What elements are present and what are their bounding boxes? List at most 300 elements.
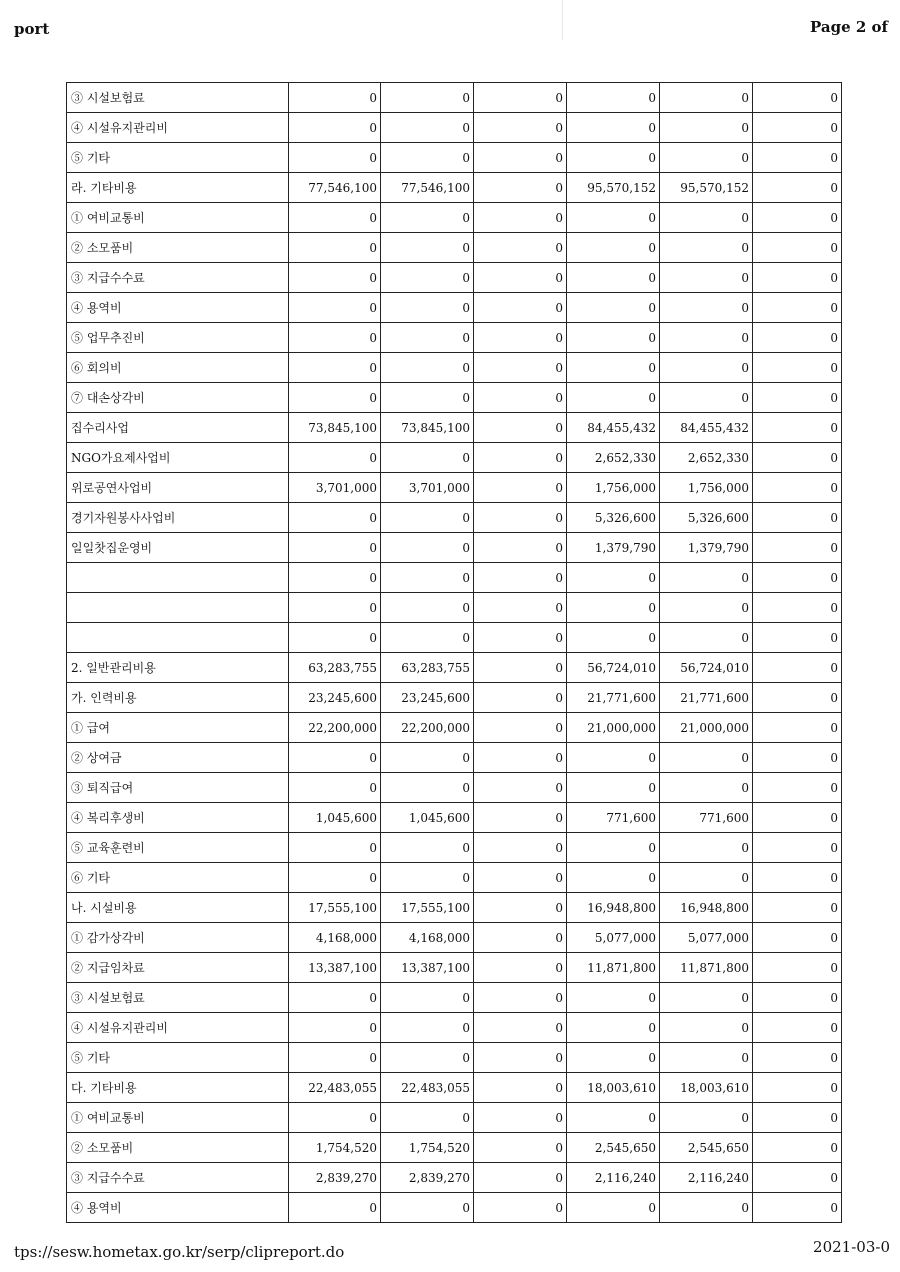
value-cell: 0	[289, 233, 381, 263]
table-row	[67, 893, 842, 923]
value-cell: 56,724,010	[660, 653, 753, 683]
value-cell: 0	[381, 743, 474, 773]
row-label-cell: ④ 용역비	[67, 1193, 289, 1223]
value-cell: 0	[474, 953, 567, 983]
value-cell: 0	[381, 773, 474, 803]
value-cell: 0	[474, 1133, 567, 1163]
table-row	[67, 503, 842, 533]
value-cell: 0	[289, 743, 381, 773]
table-row	[67, 773, 842, 803]
value-cell: 5,077,000	[660, 923, 753, 953]
value-cell: 2,545,650	[567, 1133, 660, 1163]
table-row	[67, 953, 842, 983]
value-cell: 0	[474, 863, 567, 893]
row-label-cell	[67, 593, 289, 623]
value-cell: 1,045,600	[289, 803, 381, 833]
value-cell: 0	[660, 293, 753, 323]
value-cell: 0	[381, 143, 474, 173]
value-cell: 0	[474, 773, 567, 803]
value-cell: 0	[567, 263, 660, 293]
value-cell: 0	[289, 143, 381, 173]
value-cell: 22,483,055	[381, 1073, 474, 1103]
value-cell: 0	[660, 143, 753, 173]
value-cell: 0	[474, 533, 567, 563]
value-cell: 21,000,000	[660, 713, 753, 743]
row-label-cell: NGO가요제사업비	[67, 443, 289, 473]
value-cell: 0	[289, 353, 381, 383]
value-cell: 0	[289, 1013, 381, 1043]
value-cell: 11,871,800	[660, 953, 753, 983]
value-cell: 0	[474, 83, 567, 113]
value-cell: 0	[753, 1073, 842, 1103]
table-row	[67, 563, 842, 593]
row-label-cell: ③ 시설보험료	[67, 83, 289, 113]
value-cell: 0	[567, 383, 660, 413]
row-label-cell: 집수리사업	[67, 413, 289, 443]
value-cell: 0	[567, 1103, 660, 1133]
value-cell: 0	[289, 833, 381, 863]
value-cell: 77,546,100	[289, 173, 381, 203]
value-cell: 0	[474, 623, 567, 653]
value-cell: 0	[381, 203, 474, 233]
value-cell: 0	[567, 593, 660, 623]
row-label-cell: ⑤ 교육훈련비	[67, 833, 289, 863]
value-cell: 84,455,432	[660, 413, 753, 443]
table-row	[67, 653, 842, 683]
value-cell: 0	[289, 1193, 381, 1223]
value-cell: 3,701,000	[381, 473, 474, 503]
page-indicator: Page 2 of	[810, 18, 888, 36]
row-label-cell: 가. 인력비용	[67, 683, 289, 713]
value-cell: 0	[753, 1133, 842, 1163]
value-cell: 0	[381, 983, 474, 1013]
value-cell: 0	[753, 953, 842, 983]
value-cell: 0	[660, 863, 753, 893]
value-cell: 0	[474, 593, 567, 623]
row-label-cell: ④ 용역비	[67, 293, 289, 323]
value-cell: 0	[753, 1013, 842, 1043]
table-row	[67, 533, 842, 563]
value-cell: 0	[381, 263, 474, 293]
value-cell: 0	[289, 293, 381, 323]
value-cell: 0	[753, 233, 842, 263]
value-cell: 2,116,240	[567, 1163, 660, 1193]
value-cell: 0	[289, 773, 381, 803]
row-label-cell: 나. 시설비용	[67, 893, 289, 923]
table-row	[67, 983, 842, 1013]
value-cell: 13,387,100	[289, 953, 381, 983]
row-label-cell: ① 감가상각비	[67, 923, 289, 953]
value-cell: 0	[474, 833, 567, 863]
value-cell: 0	[753, 473, 842, 503]
value-cell: 0	[660, 353, 753, 383]
value-cell: 0	[753, 83, 842, 113]
value-cell: 0	[381, 113, 474, 143]
value-cell: 0	[753, 1043, 842, 1073]
value-cell: 0	[289, 323, 381, 353]
financial-table	[66, 82, 842, 1223]
value-cell: 0	[567, 293, 660, 323]
value-cell: 1,379,790	[567, 533, 660, 563]
value-cell: 0	[381, 593, 474, 623]
value-cell: 1,756,000	[660, 473, 753, 503]
value-cell: 4,168,000	[381, 923, 474, 953]
table-row	[67, 473, 842, 503]
value-cell: 0	[660, 593, 753, 623]
row-label-cell: ① 급여	[67, 713, 289, 743]
value-cell: 0	[474, 713, 567, 743]
value-cell: 0	[753, 353, 842, 383]
value-cell: 16,948,800	[660, 893, 753, 923]
table-row	[67, 233, 842, 263]
value-cell: 22,200,000	[381, 713, 474, 743]
value-cell: 0	[660, 113, 753, 143]
table-row	[67, 1103, 842, 1133]
footer-url: tps://sesw.hometax.go.kr/serp/clipreport.do	[14, 1243, 345, 1261]
value-cell: 0	[474, 293, 567, 323]
row-label-cell: ⑦ 대손상각비	[67, 383, 289, 413]
value-cell: 0	[474, 1193, 567, 1223]
value-cell: 0	[753, 143, 842, 173]
table-row	[67, 683, 842, 713]
value-cell: 0	[474, 263, 567, 293]
value-cell: 0	[753, 833, 842, 863]
value-cell: 0	[753, 653, 842, 683]
value-cell: 0	[474, 563, 567, 593]
table-row	[67, 323, 842, 353]
table-row	[67, 1073, 842, 1103]
row-label-cell: ④ 시설유지관리비	[67, 113, 289, 143]
header-divider	[562, 0, 563, 40]
value-cell: 21,771,600	[660, 683, 753, 713]
row-label-cell: ③ 지급수수료	[67, 263, 289, 293]
value-cell: 0	[753, 623, 842, 653]
value-cell: 1,754,520	[289, 1133, 381, 1163]
row-label-cell: 일일찻집운영비	[67, 533, 289, 563]
value-cell: 22,483,055	[289, 1073, 381, 1103]
table-row	[67, 833, 842, 863]
value-cell: 5,326,600	[567, 503, 660, 533]
value-cell: 0	[660, 83, 753, 113]
value-cell: 73,845,100	[289, 413, 381, 443]
value-cell: 0	[474, 983, 567, 1013]
value-cell: 0	[381, 863, 474, 893]
value-cell: 0	[660, 203, 753, 233]
value-cell: 0	[753, 743, 842, 773]
row-label-cell: ⑤ 기타	[67, 1043, 289, 1073]
value-cell: 0	[474, 743, 567, 773]
value-cell: 0	[381, 503, 474, 533]
row-label-cell: ① 여비교통비	[67, 203, 289, 233]
table-row	[67, 263, 842, 293]
value-cell: 0	[660, 833, 753, 863]
value-cell: 0	[474, 233, 567, 263]
value-cell: 2,839,270	[381, 1163, 474, 1193]
value-cell: 0	[474, 893, 567, 923]
value-cell: 0	[474, 383, 567, 413]
value-cell: 1,045,600	[381, 803, 474, 833]
value-cell: 0	[753, 173, 842, 203]
value-cell: 0	[289, 443, 381, 473]
value-cell: 0	[289, 503, 381, 533]
value-cell: 0	[660, 233, 753, 263]
value-cell: 0	[381, 533, 474, 563]
table-row	[67, 293, 842, 323]
table-row	[67, 443, 842, 473]
value-cell: 0	[660, 1103, 753, 1133]
value-cell: 0	[381, 833, 474, 863]
value-cell: 0	[381, 1103, 474, 1133]
value-cell: 0	[474, 413, 567, 443]
row-label-cell: ② 소모품비	[67, 233, 289, 263]
value-cell: 0	[474, 323, 567, 353]
value-cell: 0	[381, 1193, 474, 1223]
value-cell: 0	[753, 863, 842, 893]
value-cell: 0	[381, 1043, 474, 1073]
value-cell: 0	[753, 1103, 842, 1133]
table-row	[67, 1043, 842, 1073]
table-row	[67, 173, 842, 203]
value-cell: 0	[567, 563, 660, 593]
table-row	[67, 923, 842, 953]
value-cell: 0	[381, 83, 474, 113]
value-cell: 0	[753, 293, 842, 323]
value-cell: 0	[660, 1193, 753, 1223]
value-cell: 0	[381, 383, 474, 413]
value-cell: 0	[289, 203, 381, 233]
table-row	[67, 353, 842, 383]
value-cell: 0	[753, 1163, 842, 1193]
value-cell: 0	[289, 563, 381, 593]
row-label-cell: ② 상여금	[67, 743, 289, 773]
value-cell: 2,545,650	[660, 1133, 753, 1163]
value-cell: 95,570,152	[567, 173, 660, 203]
value-cell: 0	[753, 263, 842, 293]
table-row	[67, 413, 842, 443]
row-label-cell: ⑤ 기타	[67, 143, 289, 173]
table-row	[67, 863, 842, 893]
value-cell: 63,283,755	[289, 653, 381, 683]
value-cell: 0	[753, 803, 842, 833]
table-row	[67, 803, 842, 833]
row-label-cell: ① 여비교통비	[67, 1103, 289, 1133]
value-cell: 0	[474, 443, 567, 473]
value-cell: 0	[289, 383, 381, 413]
value-cell: 0	[567, 773, 660, 803]
value-cell: 0	[660, 1043, 753, 1073]
value-cell: 0	[753, 713, 842, 743]
value-cell: 0	[660, 263, 753, 293]
value-cell: 17,555,100	[289, 893, 381, 923]
value-cell: 0	[567, 983, 660, 1013]
value-cell: 0	[660, 1013, 753, 1043]
value-cell: 0	[289, 533, 381, 563]
value-cell: 0	[660, 323, 753, 353]
table-row	[67, 593, 842, 623]
row-label-cell: ⑤ 업무추진비	[67, 323, 289, 353]
value-cell: 0	[660, 743, 753, 773]
table-row	[67, 143, 842, 173]
value-cell: 0	[289, 1043, 381, 1073]
row-label-cell: 경기자원봉사사업비	[67, 503, 289, 533]
value-cell: 95,570,152	[660, 173, 753, 203]
value-cell: 18,003,610	[567, 1073, 660, 1103]
value-cell: 0	[381, 563, 474, 593]
value-cell: 0	[474, 653, 567, 683]
value-cell: 0	[660, 623, 753, 653]
value-cell: 23,245,600	[381, 683, 474, 713]
value-cell: 0	[753, 563, 842, 593]
value-cell: 0	[289, 623, 381, 653]
table-row	[67, 1133, 842, 1163]
value-cell: 0	[753, 113, 842, 143]
row-label-cell: 2. 일반관리비용	[67, 653, 289, 683]
value-cell: 22,200,000	[289, 713, 381, 743]
value-cell: 2,652,330	[660, 443, 753, 473]
table-row	[67, 623, 842, 653]
value-cell: 2,116,240	[660, 1163, 753, 1193]
table-row	[67, 83, 842, 113]
value-cell: 0	[474, 1073, 567, 1103]
value-cell: 0	[381, 623, 474, 653]
value-cell: 0	[567, 833, 660, 863]
row-label-cell: ③ 퇴직급여	[67, 773, 289, 803]
value-cell: 11,871,800	[567, 953, 660, 983]
row-label-cell	[67, 563, 289, 593]
value-cell: 0	[567, 233, 660, 263]
value-cell: 771,600	[660, 803, 753, 833]
value-cell: 0	[753, 1193, 842, 1223]
value-cell: 0	[567, 353, 660, 383]
value-cell: 0	[567, 143, 660, 173]
row-label-cell: ② 지급임차료	[67, 953, 289, 983]
value-cell: 3,701,000	[289, 473, 381, 503]
value-cell: 0	[474, 1013, 567, 1043]
value-cell: 16,948,800	[567, 893, 660, 923]
value-cell: 23,245,600	[289, 683, 381, 713]
value-cell: 1,754,520	[381, 1133, 474, 1163]
value-cell: 84,455,432	[567, 413, 660, 443]
row-label-cell: 라. 기타비용	[67, 173, 289, 203]
value-cell: 0	[753, 893, 842, 923]
footer-date: 2021-03-0	[813, 1238, 890, 1256]
row-label-cell: ③ 시설보험료	[67, 983, 289, 1013]
table-row	[67, 1013, 842, 1043]
table-row	[67, 203, 842, 233]
value-cell: 0	[753, 983, 842, 1013]
value-cell: 0	[289, 263, 381, 293]
value-cell: 0	[567, 83, 660, 113]
value-cell: 0	[474, 113, 567, 143]
value-cell: 0	[474, 683, 567, 713]
row-label-cell: ④ 복리후생비	[67, 803, 289, 833]
value-cell: 0	[474, 203, 567, 233]
value-cell: 0	[753, 773, 842, 803]
value-cell: 73,845,100	[381, 413, 474, 443]
value-cell: 0	[289, 83, 381, 113]
value-cell: 0	[567, 623, 660, 653]
value-cell: 0	[474, 1103, 567, 1133]
value-cell: 0	[289, 593, 381, 623]
value-cell: 0	[474, 143, 567, 173]
value-cell: 0	[567, 113, 660, 143]
value-cell: 0	[567, 863, 660, 893]
row-label-cell: ⑥ 회의비	[67, 353, 289, 383]
value-cell: 0	[381, 233, 474, 263]
value-cell: 21,000,000	[567, 713, 660, 743]
row-label-cell: ② 소모품비	[67, 1133, 289, 1163]
row-label-cell: ③ 지급수수료	[67, 1163, 289, 1193]
row-label-cell: 위로공연사업비	[67, 473, 289, 503]
table-row	[67, 1163, 842, 1193]
value-cell: 0	[753, 593, 842, 623]
value-cell: 0	[474, 173, 567, 203]
value-cell: 56,724,010	[567, 653, 660, 683]
value-cell: 17,555,100	[381, 893, 474, 923]
value-cell: 21,771,600	[567, 683, 660, 713]
value-cell: 0	[381, 1013, 474, 1043]
value-cell: 0	[381, 443, 474, 473]
value-cell: 0	[474, 1163, 567, 1193]
value-cell: 0	[474, 803, 567, 833]
value-cell: 0	[567, 1193, 660, 1223]
value-cell: 0	[474, 353, 567, 383]
value-cell: 4,168,000	[289, 923, 381, 953]
value-cell: 5,326,600	[660, 503, 753, 533]
value-cell: 0	[567, 203, 660, 233]
value-cell: 0	[567, 743, 660, 773]
value-cell: 18,003,610	[660, 1073, 753, 1103]
table-row	[67, 113, 842, 143]
value-cell: 0	[753, 443, 842, 473]
financial-table-body	[67, 83, 842, 1223]
table-row	[67, 743, 842, 773]
table-row	[67, 1193, 842, 1223]
value-cell: 0	[660, 773, 753, 803]
value-cell: 0	[660, 983, 753, 1013]
table-row	[67, 713, 842, 743]
value-cell: 2,839,270	[289, 1163, 381, 1193]
value-cell: 0	[289, 863, 381, 893]
value-cell: 0	[567, 1013, 660, 1043]
table-row	[67, 383, 842, 413]
value-cell: 0	[381, 293, 474, 323]
value-cell: 0	[660, 563, 753, 593]
value-cell: 0	[289, 1103, 381, 1133]
value-cell: 13,387,100	[381, 953, 474, 983]
value-cell: 0	[753, 323, 842, 353]
value-cell: 1,756,000	[567, 473, 660, 503]
value-cell: 5,077,000	[567, 923, 660, 953]
row-label-cell: ④ 시설유지관리비	[67, 1013, 289, 1043]
value-cell: 77,546,100	[381, 173, 474, 203]
row-label-cell: ⑥ 기타	[67, 863, 289, 893]
value-cell: 771,600	[567, 803, 660, 833]
value-cell: 0	[753, 503, 842, 533]
value-cell: 0	[474, 473, 567, 503]
value-cell: 0	[753, 413, 842, 443]
value-cell: 0	[753, 533, 842, 563]
value-cell: 0	[474, 1043, 567, 1073]
value-cell: 2,652,330	[567, 443, 660, 473]
value-cell: 0	[753, 683, 842, 713]
value-cell: 0	[567, 1043, 660, 1073]
value-cell: 0	[753, 383, 842, 413]
value-cell: 63,283,755	[381, 653, 474, 683]
value-cell: 0	[381, 323, 474, 353]
value-cell: 0	[753, 203, 842, 233]
row-label-cell: 다. 기타비용	[67, 1073, 289, 1103]
